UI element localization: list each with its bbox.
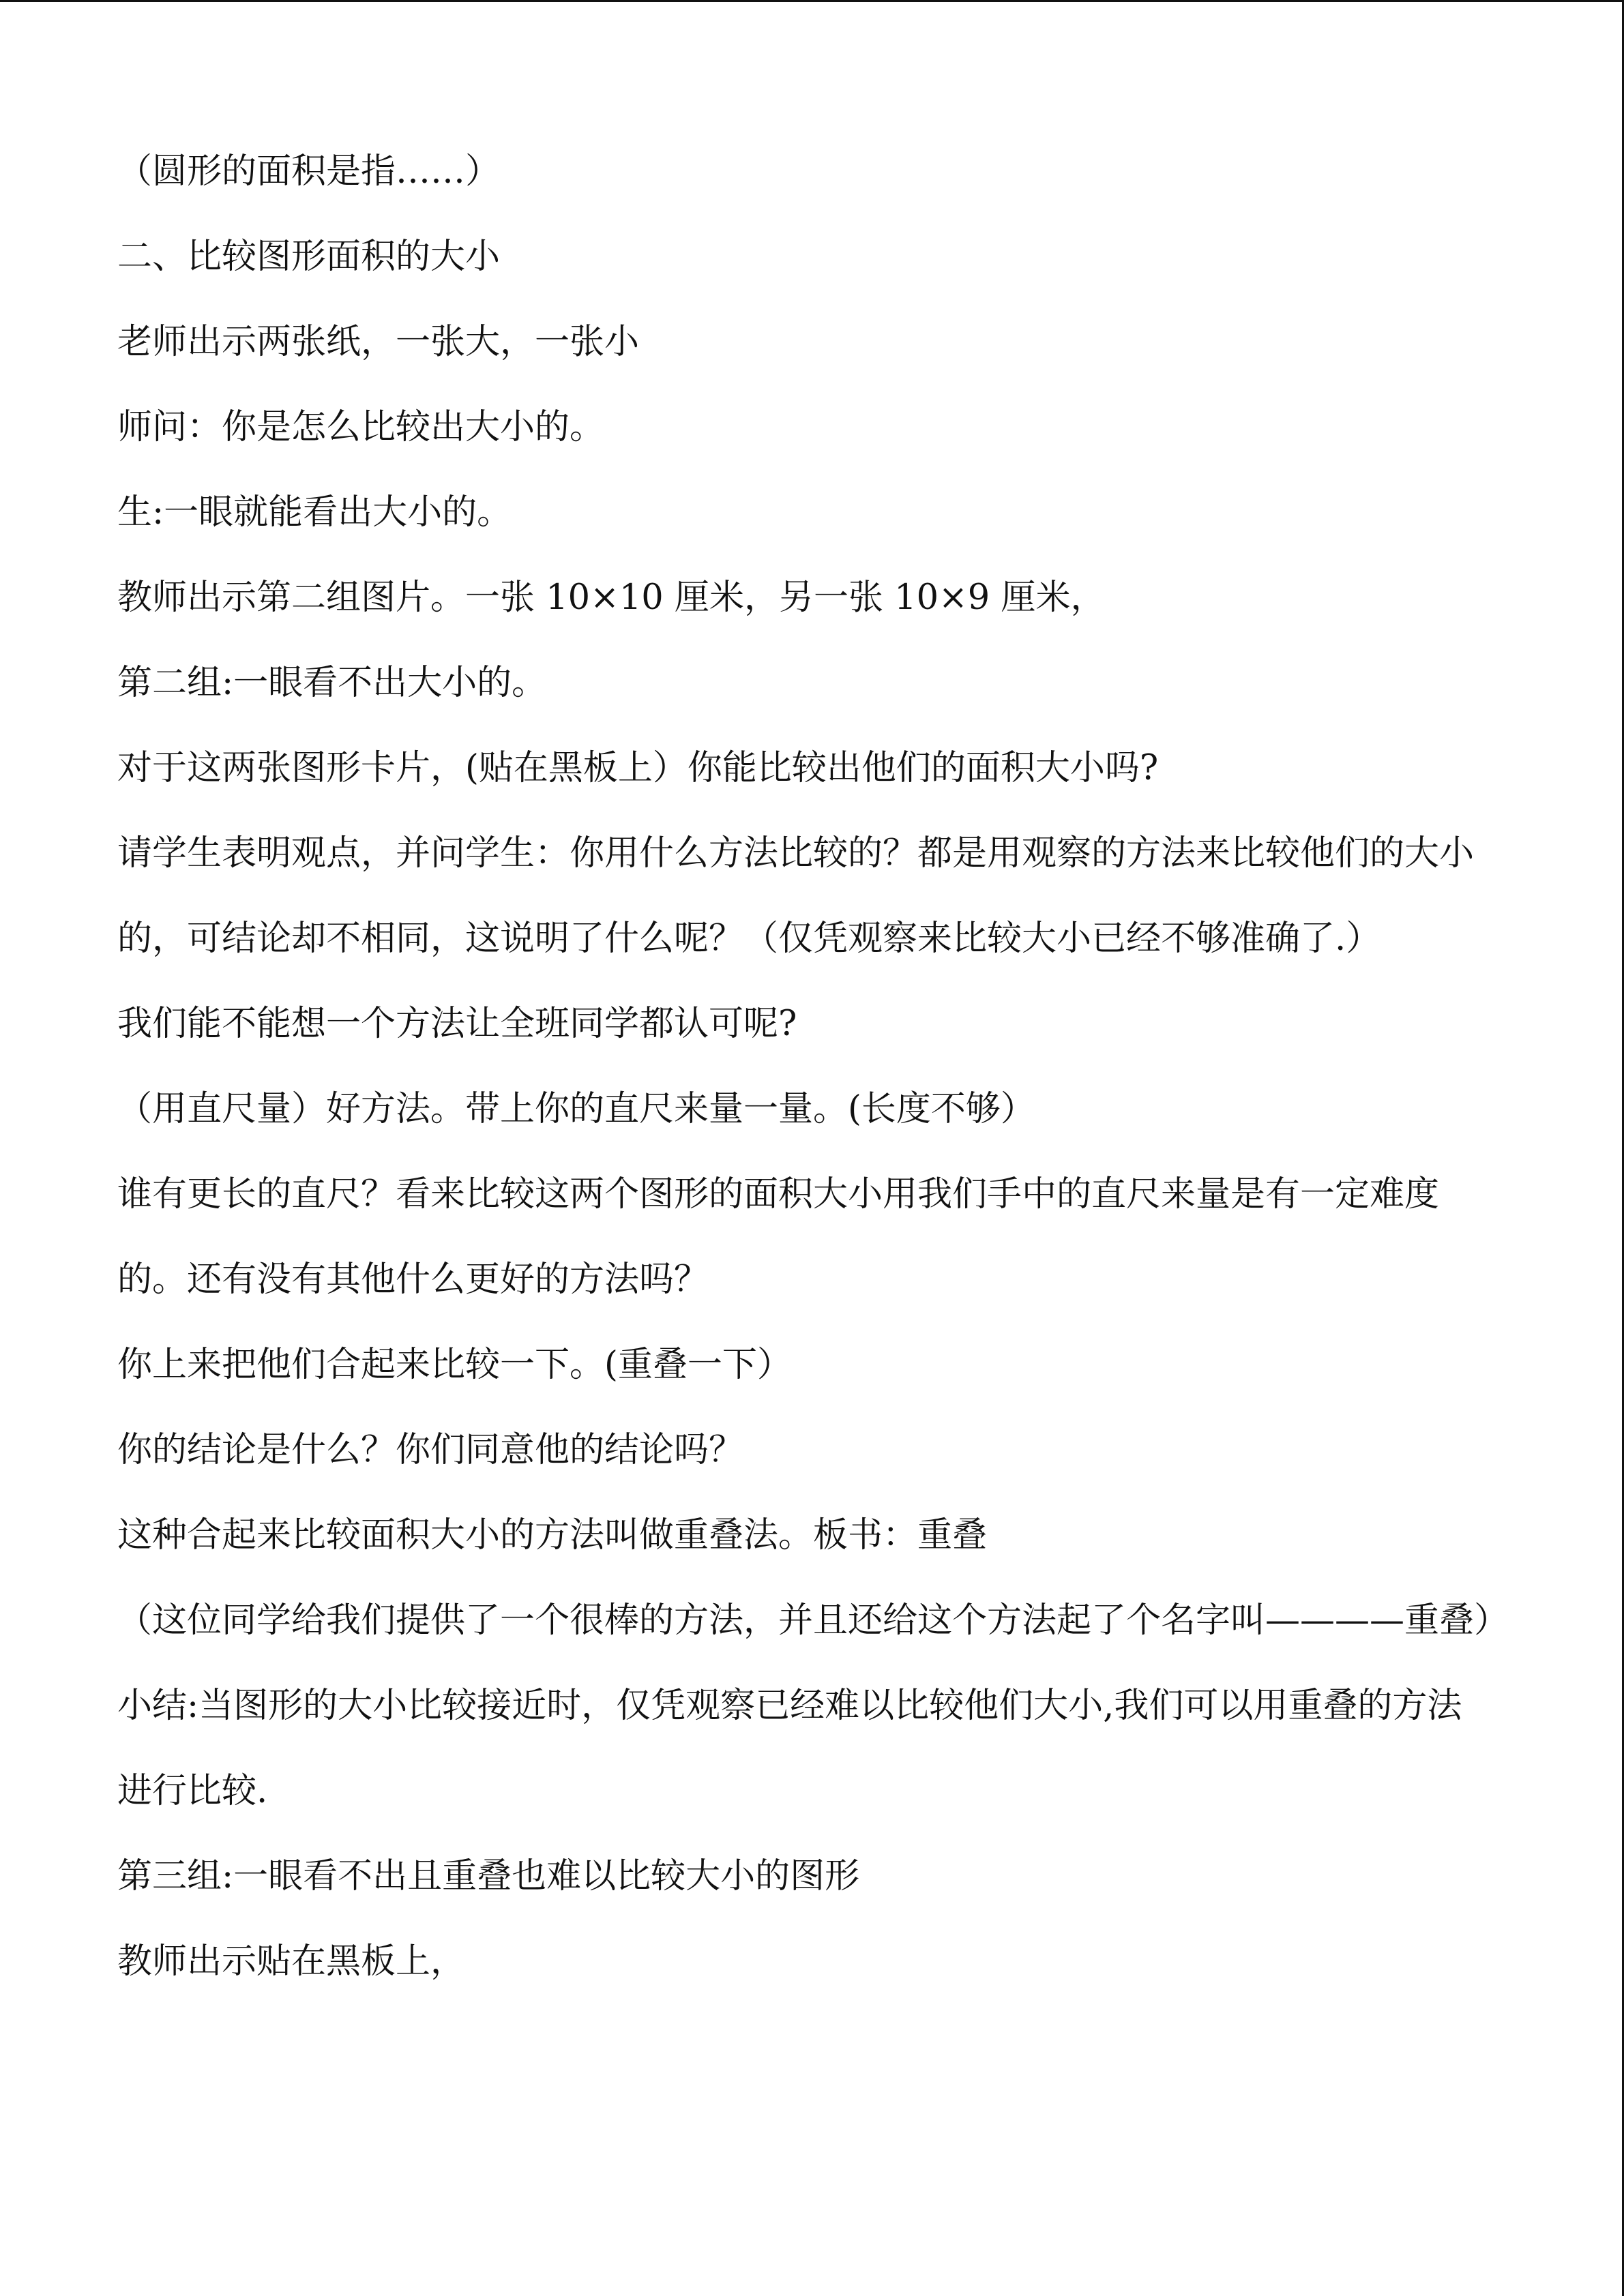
paragraph: 你的结论是什么？你们同意他的结论吗？ <box>117 1430 744 1470</box>
paragraph: （用直尺量）好方法。带上你的直尺来量一量。(长度不够） <box>117 1089 1035 1129</box>
paragraph: 我们能不能想一个方法让全班同学都认可呢? <box>117 1004 797 1044</box>
document-body <box>117 129 1509 2004</box>
paragraph: 第三组:一眼看不出且重叠也难以比较大小的图形 <box>117 1856 860 1896</box>
section-heading: 二、比较图形面积的大小 <box>117 237 501 277</box>
paragraph: 生:一眼就能看出大小的。 <box>117 492 512 533</box>
paragraph: 请学生表明观点，并问学生：你用什么方法比较的？都是用观察的方法来比较他们的大小的，可结论却不相同，这说明了什么呢？（仅凭观察来比较大小已经不够准确了.） <box>117 833 1475 959</box>
paragraph: 教师出示贴在黑板上， <box>117 1941 466 1982</box>
paragraph: 老师出示两张纸，一张大，一张小 <box>117 322 640 362</box>
paragraph: 师问：你是怎么比较出大小的。 <box>117 407 605 447</box>
paragraph: 这种合起来比较面积大小的方法叫做重叠法。板书：重叠 <box>117 1515 988 1555</box>
paragraph: （圆形的面积是指……） <box>117 151 501 192</box>
paragraph: （这位同学给我们提供了一个很棒的方法，并且还给这个方法起了个名字叫————重叠） <box>117 1600 1509 1641</box>
paragraph: 教师出示第二组图片。一张 10×10 厘米，另一张 10×9 厘米， <box>117 578 1106 618</box>
paragraph: 你上来把他们合起来比较一下。(重叠一下） <box>117 1345 792 1385</box>
paragraph: 第二组:一眼看不出大小的。 <box>117 663 547 703</box>
paragraph: 谁有更长的直尺？看来比较这两个图形的面积大小用我们手中的直尺来量是有一定难度的。还有没有其他什么更好的方法吗？ <box>117 1174 1440 1300</box>
paragraph: 对于这两张图形卡片，(贴在黑板上）你能比较出他们的面积大小吗? <box>117 748 1159 788</box>
summary-paragraph: 小结:当图形的大小比较接近时，仅凭观察已经难以比较他们大小,我们可以用重叠的方法进行比较. <box>117 1686 1462 1811</box>
